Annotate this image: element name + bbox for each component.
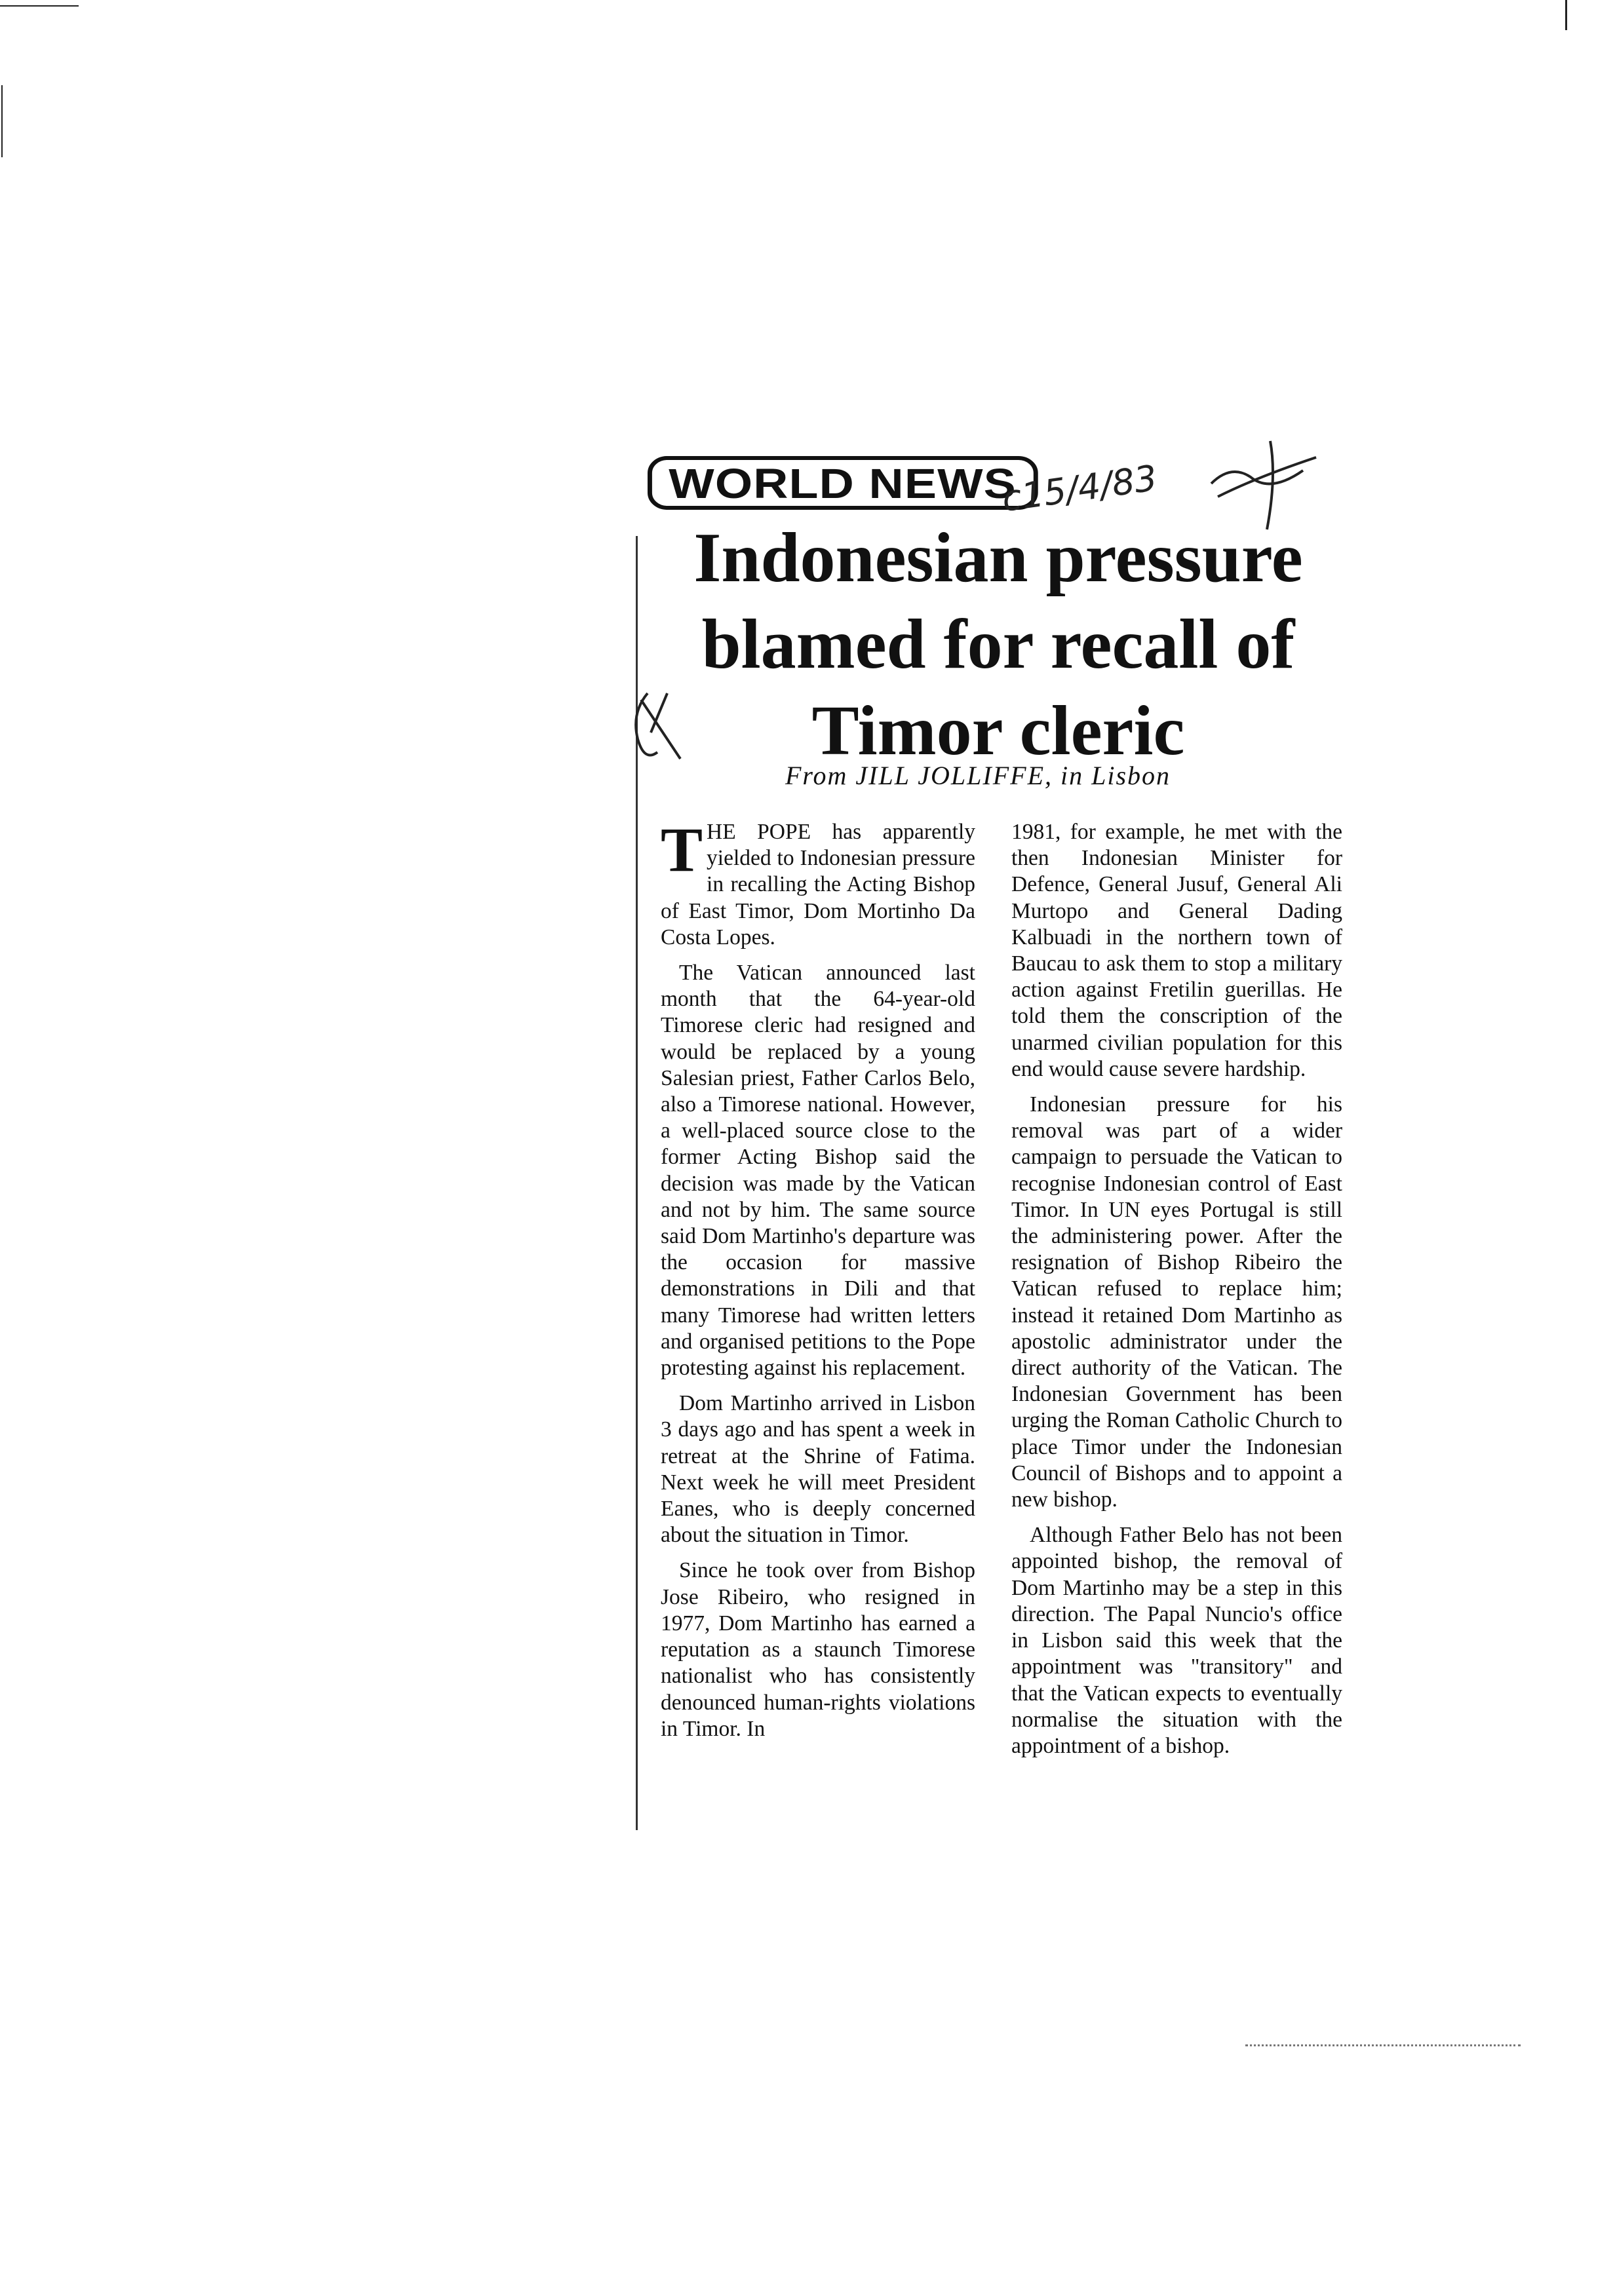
lead-paragraph <box>661 814 975 951</box>
section-badge: WORLD NEWS <box>648 456 1038 510</box>
scan-edge-mark-left <box>1 85 3 157</box>
article-column-right <box>1011 819 1342 1769</box>
drop-cap: T <box>661 814 703 885</box>
byline: From JILL JOLLIFFE, in Lisbon <box>785 761 1171 790</box>
article-column-left <box>661 814 975 1751</box>
paragraph: Since he took over from Bishop Jose Ribeiro, who resigned in 1977, Dom Martinho has earned a reputation as a staunch Timorese nationalist who has consistently denounced human-rights violations in Timor. In <box>661 1558 975 1741</box>
headline: Indonesian pressure blamed for recall of Timor cleric <box>693 519 1303 770</box>
paragraph: 1981, for example, he met with the then Indonesian Minister for Defence, General Jusuf, General Ali Murtopo and General Dading Kalbuadi in the northern town of Baucau to ask them to stop a military action against Fretilin guerillas. He told them the conscription of the unarmed civilian population for this end would cause severe hardship. <box>1011 820 1342 1081</box>
scan-edge-mark-top <box>0 5 79 7</box>
paragraph: Dom Martinho arrived in Lisbon 3 days ago and has spent a week in retreat at the Shrine of Fatima. Next week he will meet President Eanes, who is deeply concerned about the situation in Timor. <box>661 1391 975 1548</box>
lead-caps: HE POPE <box>707 820 811 844</box>
paragraph: Although Father Belo has not been appointed bishop, the removal of Dom Martinho may be a step in this direction. The Papal Nuncio's office in Lisbon said this week that the appointment was "transitory" and that the Vatican expects to eventually normalise the situation with the appointment of a bishop. <box>1011 1523 1342 1758</box>
scan-speckle <box>1245 2044 1521 2049</box>
lead-text: has apparently yielded to Indonesian pressure in recalling the Acting Bishop of East Timor, Dom Mortinho Da Costa Lopes. <box>661 820 975 949</box>
scan-edge-mark-right <box>1565 0 1567 30</box>
paragraph: Indonesian pressure for his removal was part of a wider campaign to persuade the Vatican to recognise Indonesian control of East Timor. In UN eyes Portugal is still the administering power. After the resignation of Bishop Ribeiro the Vatican refused to replace him; instead it retained Dom Martinho as apostolic administrator under the direct authority of the Vatican. The Indonesian Government has been urging the Roman Catholic Church to place Timor under the Indonesian Council of Bishops and to appoint a new bishop. <box>1011 1092 1342 1512</box>
paragraph: The Vatican announced last month that the 64-year-old Timorese cleric had resigned and would be replaced by a young Salesian priest, Father Carlos Belo, also a Timorese national. However, a well-placed source close to the former Acting Bishop said the decision was made by the Vatican and not by him. The same source said Dom Martinho's departure was the occasion for massive demonstrations in Dili and that many Timorese had written letters and organised petitions to the Pope protesting against his replacement. <box>661 961 975 1381</box>
newspaper-clipping <box>634 438 1349 1840</box>
handwritten-date: c15/4/83 <box>999 457 1160 520</box>
